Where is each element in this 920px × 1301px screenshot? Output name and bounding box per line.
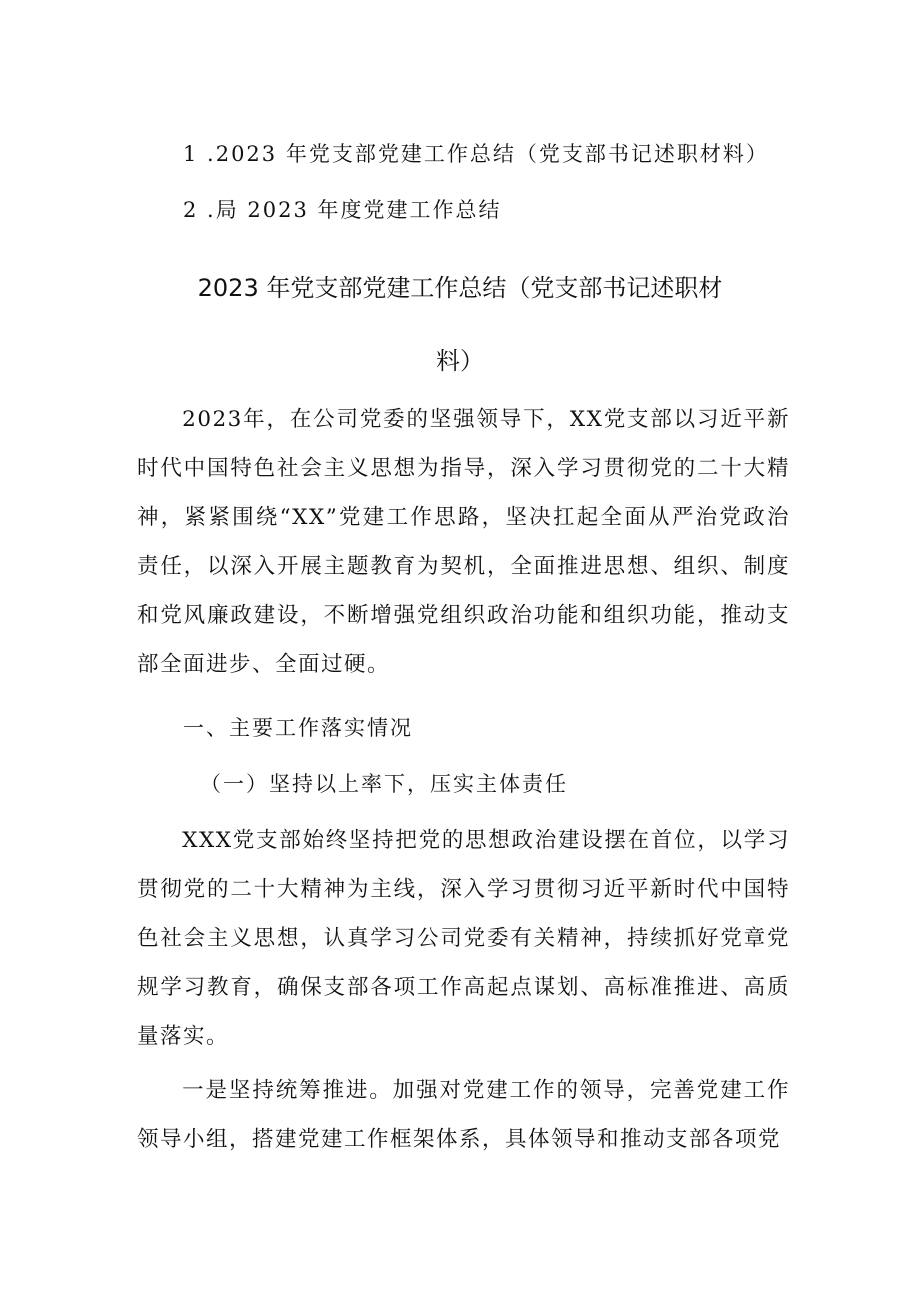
intro-paragraph: 2023年，在公司党委的坚强领导下，XX党支部以习近平新时代中国特色社会主义思想为指导，深入学习贯彻党的二十大精神，紧紧围绕“XX”党建工作思路，坚决扛起全面从严治党政治责任，以深入开展主题教育为契机，全面推进思想、组织、制度和党风廉政建设，不断增强党组织政治功能和组织功能，推动支部全面进步、全面过硬。 — [137, 407, 790, 677]
document-title-line-1: 2023 年党支部党建工作总结（党支部书记述职材 — [197, 274, 723, 302]
body-paragraph-2: XXX党支部始终坚持把党的思想政治建设摆在首位，以学习贯彻党的二十大精神为主线，深入学习贯彻习近平新时代中国特色社会主义思想，认真学习公司党委有关精神，持续抓好党章党规学习教育，确保支部各项工作高起点谋划、高标准推进、高质量落实。 — [137, 828, 790, 1049]
section-heading-1: 一、主要工作落实情况 — [183, 716, 413, 740]
toc-item-1: 1 .2023 年党支部党建工作总结（党支部书记述职材料） — [183, 142, 769, 166]
toc-item-2: 2 .局 2023 年度党建工作总结 — [183, 198, 502, 222]
body-paragraph-3: 一是坚持统筹推进。加强对党建工作的领导，完善党建工作领导小组，搭建党建工作框架体系，具体领导和推动支部各项党 — [137, 1078, 790, 1152]
document-title-line-2: 料） — [436, 347, 484, 375]
subsection-heading-1: （一）坚持以上率下，压实主体责任 — [200, 772, 568, 796]
